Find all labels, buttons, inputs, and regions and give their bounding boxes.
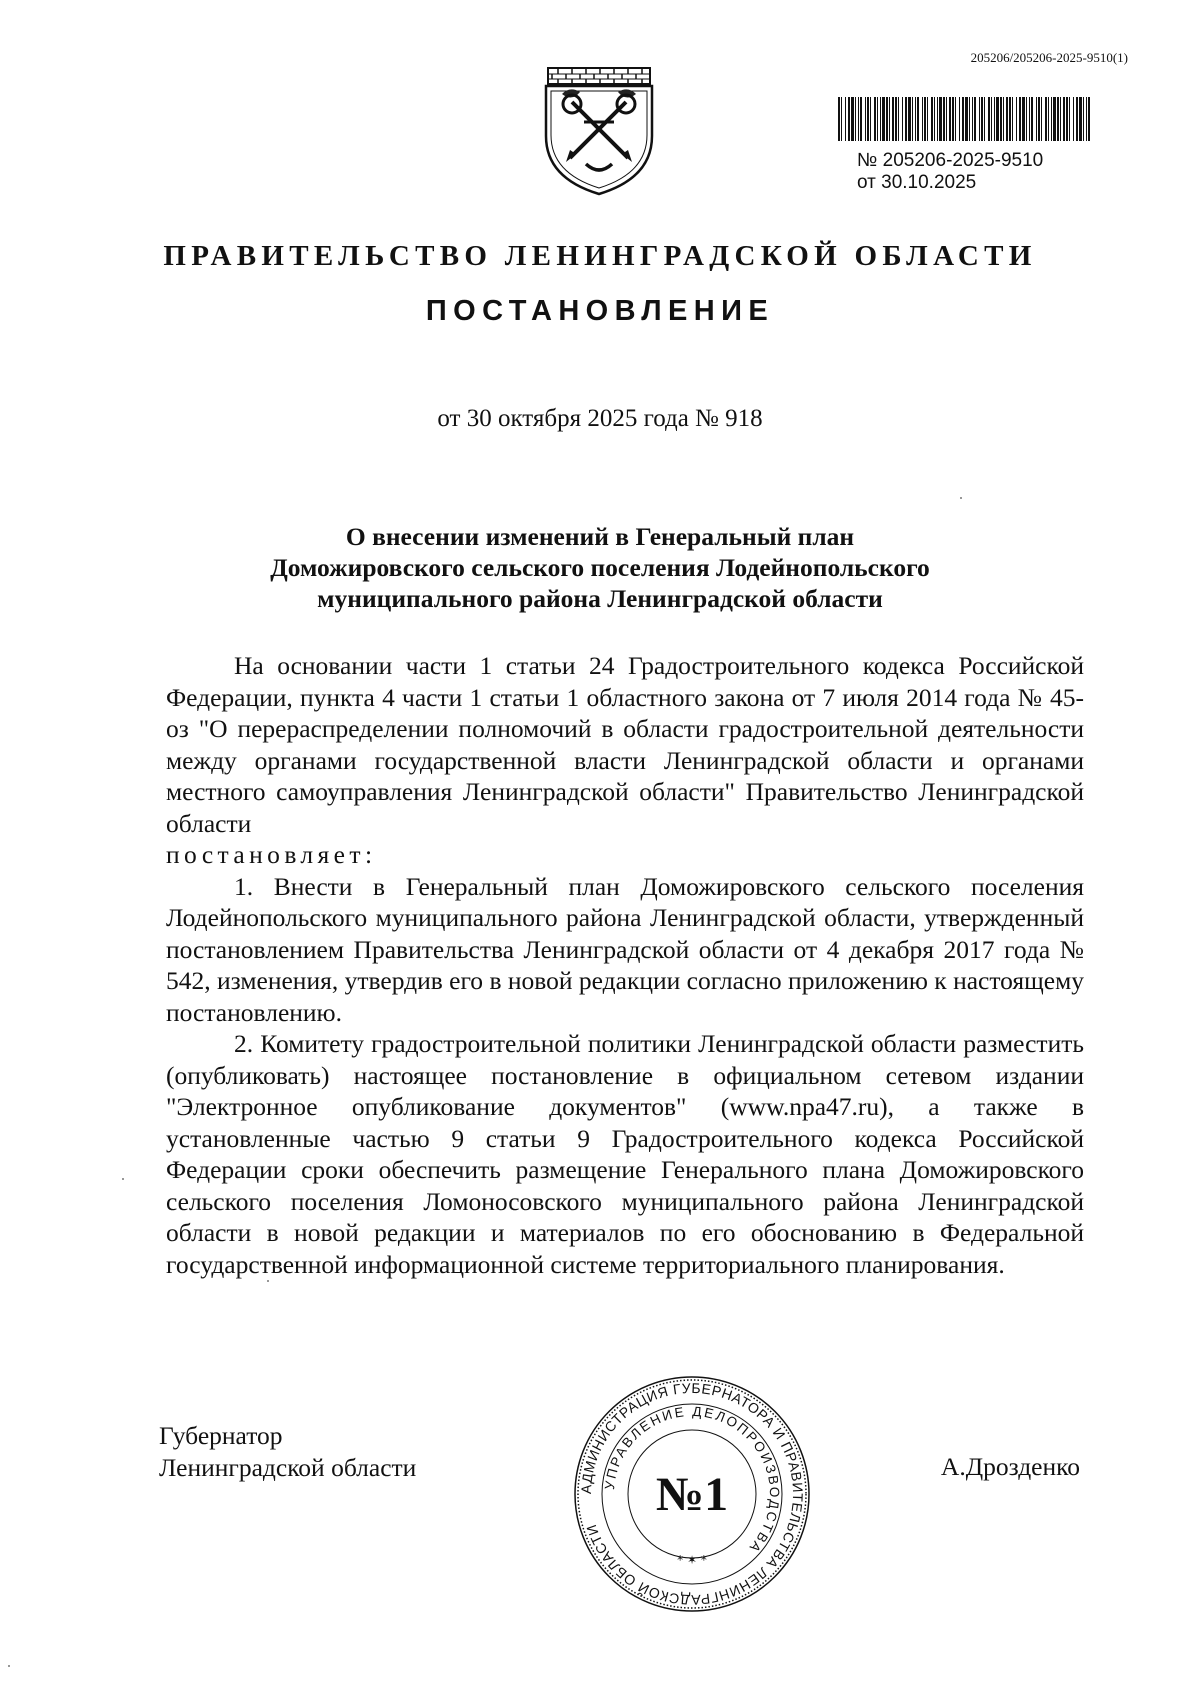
organization-title: ПРАВИТЕЛЬСТВО ЛЕНИНГРАДСКОЙ ОБЛАСТИ xyxy=(163,240,1037,272)
barcode-bar xyxy=(1026,97,1027,141)
decree-date-number: от 30 октября 2025 года № 918 xyxy=(437,405,763,432)
barcode-bar xyxy=(908,97,911,141)
barcode-bar xyxy=(915,97,916,141)
registration-block xyxy=(838,97,1090,194)
subject-line: муниципального района Ленинградской области xyxy=(317,584,883,613)
barcode-bar xyxy=(874,97,876,141)
barcode-bar xyxy=(924,97,926,141)
barcode-bar xyxy=(972,97,973,141)
barcode-bar xyxy=(886,97,888,141)
barcode-bar xyxy=(848,97,850,141)
barcode-bar xyxy=(1053,97,1056,141)
barcode-bar xyxy=(1066,97,1068,141)
barcode-bar xyxy=(1016,97,1017,141)
barcode-bar xyxy=(889,97,890,141)
barcode-bar xyxy=(1088,97,1090,141)
barcode-bar xyxy=(895,97,897,141)
document-ref-id: 205206/205206-2025-9510(1) xyxy=(970,50,1128,65)
barcode-bar xyxy=(991,97,992,141)
barcode-bar xyxy=(946,97,947,141)
barcode-bar xyxy=(1083,97,1084,141)
registration-date: от 30.10.2025 xyxy=(857,172,977,193)
coat-of-arms-icon xyxy=(542,64,656,198)
barcode-bar xyxy=(1012,97,1013,141)
barcode-bar xyxy=(1048,97,1049,141)
stamp-outer-text: АДМИНИСТРАЦИЯ ГУБЕРНАТОРА И ПРАВИТЕЛЬСТВА ЛЕНИНГРАДСКОЙ ОБЛАСТИ xyxy=(577,1379,807,1609)
preamble-paragraph xyxy=(166,650,1084,839)
barcode-bar xyxy=(962,97,964,141)
signatory-position-line: Ленинградской области xyxy=(159,1453,417,1482)
barcode-bar xyxy=(860,97,862,141)
official-seal-stamp xyxy=(572,1374,812,1614)
barcode-bar xyxy=(912,97,913,141)
subject-line: Доможировского сельского поселения Лодейнопольского xyxy=(270,553,930,582)
barcode-bar xyxy=(1041,97,1042,141)
barcode-bar xyxy=(959,97,960,141)
barcode-bar xyxy=(981,97,983,141)
document-type-title: ПОСТАНОВЛЕНИЕ xyxy=(425,295,775,327)
barcode-bar xyxy=(892,97,894,141)
barcode-bar xyxy=(1057,97,1059,141)
barcode-bar xyxy=(877,97,878,141)
barcode-bar xyxy=(1022,97,1025,141)
decree-body xyxy=(166,650,1084,1280)
decree-word: постановляет: xyxy=(166,840,377,869)
barcode-bar xyxy=(1038,97,1040,141)
barcode-bar xyxy=(969,97,970,141)
registration-number: № 205206-2025-9510 xyxy=(857,150,1044,171)
barcode-bar xyxy=(1029,97,1030,141)
signatory-position-line: Губернатор xyxy=(159,1421,283,1450)
barcode-bar xyxy=(1051,97,1052,141)
barcode-bar xyxy=(1063,97,1065,141)
decree-subject xyxy=(0,521,1200,614)
signatory-position xyxy=(159,1420,416,1484)
barcode-bar xyxy=(937,97,938,141)
barcode-bar xyxy=(880,97,881,141)
barcode-bar xyxy=(1000,97,1002,141)
barcode-bar xyxy=(882,97,885,141)
signatory-name: А.Дрозденко xyxy=(940,1452,1080,1481)
barcode-bar xyxy=(1006,97,1008,141)
barcode-bar xyxy=(1076,97,1078,141)
item-paragraph: 2. Комитету градостроительной политики Ленинградской области разместить (опубликовать) настоящее постановление в официальном сетевом издании "Электронное опубликование документов" (www.npa47.ru), а также в установленные частью 9 статьи 9 Градостроительного кодекса Российской Федерации сроки обеспечить размещение Генерального плана Доможировского сельского поселения Ломоносовского муниципального района Ленинградской области в новой редакции и материалов по его обоснованию в Федеральной государственной информационной системе территориального планирования. xyxy=(166,1029,1084,1279)
barcode-bar xyxy=(943,97,945,141)
barcode-bar xyxy=(1069,97,1070,141)
barcode-bar xyxy=(867,97,869,141)
barcode-icon xyxy=(838,97,1090,141)
barcode-bar xyxy=(955,97,956,141)
barcode-bar xyxy=(939,97,942,141)
barcode-bar xyxy=(927,97,928,141)
barcode-bar xyxy=(988,97,990,141)
barcode-bar xyxy=(858,97,859,141)
barcode-bar xyxy=(838,97,840,141)
item-paragraph: 1. Внести в Генеральный план Доможировского сельского поселения Лодейнопольского муниципального района Ленинградской области, утвержденный постановлением Правительства Ленинградской области от 4 декабря 2017 года № 542, изменения, утвердив его в новой редакции согласно приложению к настоящему постановлению. xyxy=(166,871,1084,1027)
barcode-bar xyxy=(949,97,951,141)
subject-line: О внесении изменений в Генеральный план xyxy=(345,522,855,551)
barcode-bar xyxy=(1073,97,1074,141)
barcode-bar xyxy=(865,97,866,141)
barcode-bar xyxy=(996,97,999,141)
barcode-bar xyxy=(934,97,935,141)
stamp-center-number: №1 xyxy=(655,1468,729,1521)
barcode-bar xyxy=(931,97,933,141)
barcode-bar xyxy=(845,97,846,141)
barcode-bar xyxy=(851,97,854,141)
barcode-bar xyxy=(855,97,856,141)
barcode-bar xyxy=(841,97,842,141)
barcode-bar xyxy=(1045,97,1047,141)
preamble-text: На основании части 1 статьи 24 Градостроительного кодекса Российской Федерации, пункта 4 части 1 статьи 1 областного закона от 7 июля 2014 года № 45-оз "О перераспределении полномочий в области градостроительной деятельности между органами государственной власти Ленинградской области и органами местного самоуправления Ленинградской области" Правительство Ленинградской области xyxy=(166,651,1084,838)
barcode-bar xyxy=(965,97,968,141)
barcode-bar xyxy=(898,97,899,141)
barcode-bar xyxy=(974,97,976,141)
barcode-bar xyxy=(1009,97,1011,141)
barcode-bar xyxy=(922,97,923,141)
barcode-bar xyxy=(1079,97,1082,141)
stamp-inner-text: УПРАВЛЕНИЕ ДЕЛОПРОИЗВОДСТВА xyxy=(601,1403,783,1557)
barcode-bar xyxy=(1031,97,1033,141)
barcode-bar xyxy=(1036,97,1037,141)
barcode-bar xyxy=(905,97,907,141)
decree-word-paragraph xyxy=(166,839,1084,871)
barcode-bar xyxy=(870,97,871,141)
barcode-bar xyxy=(994,97,995,141)
barcode-bar xyxy=(902,97,903,141)
barcode-bar xyxy=(979,97,980,141)
barcode-bar xyxy=(1003,97,1004,141)
barcode-bar xyxy=(1060,97,1061,141)
barcode-bar xyxy=(917,97,919,141)
barcode-bar xyxy=(1019,97,1021,141)
barcode-bar xyxy=(952,97,954,141)
barcode-bar xyxy=(984,97,985,141)
barcode-bar xyxy=(1086,97,1087,141)
svg-text:* ✶ *: * ✶ * xyxy=(677,1553,707,1567)
